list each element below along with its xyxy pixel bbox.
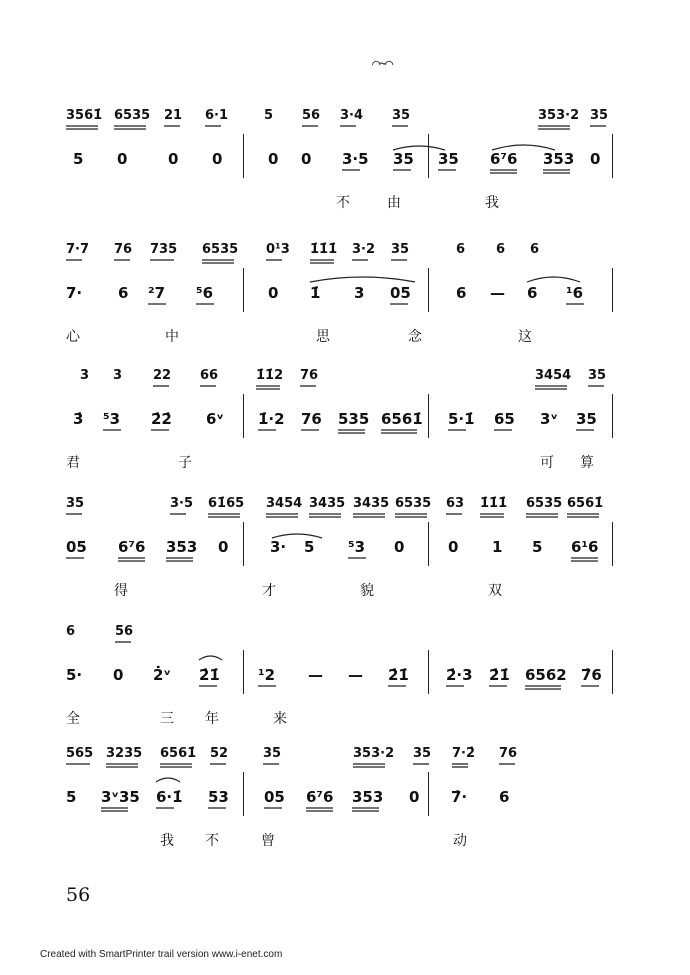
lyric-char: 我 — [485, 195, 499, 211]
lower-note-group: 535 — [338, 410, 370, 428]
lower-note-group: 0 — [590, 150, 601, 168]
lower-note-group: 53 — [208, 788, 229, 806]
lyric-char: 这 — [518, 329, 532, 345]
lower-note-group: 35 — [393, 150, 414, 168]
lyric-char: 由 — [387, 195, 401, 211]
upper-note-group: 353·2 — [538, 108, 580, 123]
upper-note-group: 56 — [115, 624, 134, 639]
upper-note-group: 35 — [413, 746, 432, 761]
lower-note-group: 6⁷6 — [118, 538, 146, 556]
lower-note-group: 353 — [352, 788, 384, 806]
lower-note-group: 05 — [390, 284, 411, 302]
lower-note-group: 3ᵛ — [540, 410, 558, 428]
lyric-char: 可 — [540, 455, 554, 471]
lyric-char: 三 — [160, 711, 174, 727]
slur-mark — [393, 146, 445, 150]
lower-note-group: 5 — [66, 788, 77, 806]
lower-note-group: 3ᵛ35 — [101, 788, 140, 806]
upper-note-group: 35 — [588, 368, 607, 383]
lower-note-group: 35 — [438, 150, 459, 168]
lower-note-group: 65 — [494, 410, 515, 428]
lower-note-group: 05 — [264, 788, 285, 806]
lower-note-group: 6¹6 — [571, 538, 599, 556]
lower-note-group: ²7 — [148, 284, 166, 302]
lyric-char: 念 — [408, 329, 422, 345]
lower-note-group: 353 — [543, 150, 575, 168]
lower-note-group: 353 — [166, 538, 198, 556]
lower-note-group: 0 — [117, 150, 128, 168]
lyric-char: 君 — [66, 455, 80, 471]
lower-note-group: 3̇ — [73, 410, 84, 428]
lower-note-group: 0 — [394, 538, 405, 556]
lower-note-group: 6·1̇ — [156, 788, 183, 806]
upper-note-group: 1̇1̇2 — [256, 368, 284, 383]
upper-note-group: 76 — [114, 242, 133, 257]
lower-note-group: 0 — [212, 150, 223, 168]
lower-note-group: 2̇2̇ — [151, 410, 172, 428]
lyric-char: 不 — [205, 833, 219, 849]
lyric-char: 子 — [178, 455, 192, 471]
upper-note-group: 76 — [499, 746, 518, 761]
lower-note-group: 6562 — [525, 666, 567, 684]
lyric-char: 思 — [316, 329, 330, 345]
upper-note-group: 6561̇ — [160, 746, 197, 761]
lower-note-group: 0 — [268, 284, 279, 302]
lower-note-group: 5 — [73, 150, 84, 168]
lower-note-group: 6 — [118, 284, 129, 302]
lyric-char: 貌 — [360, 583, 374, 599]
lower-note-group: 5·1̇ — [448, 410, 475, 428]
upper-note-group: 353·2 — [353, 746, 395, 761]
upper-note-group: 22 — [153, 368, 172, 383]
lower-note-group: 3· — [270, 538, 287, 556]
upper-note-group: 6 — [530, 242, 540, 257]
upper-note-group: 6·1 — [205, 108, 229, 123]
upper-note-group: 52 — [210, 746, 229, 761]
lower-note-group: 7̇· — [451, 788, 468, 806]
lower-note-group: ¹2 — [258, 666, 276, 684]
lower-note-group: 6561̇ — [381, 410, 423, 428]
slur-mark — [272, 534, 322, 538]
footer-credit: Created with SmartPrinter trail version www.i-enet.com — [40, 949, 283, 960]
lyric-char: 曾 — [261, 833, 275, 849]
upper-note-group: 3235 — [106, 746, 143, 761]
upper-note-group: 5 — [264, 108, 274, 123]
lower-note-group: 5· — [66, 666, 83, 684]
upper-note-group: 3435 — [353, 496, 390, 511]
lower-note-group: 0 — [168, 150, 179, 168]
upper-note-group: 6561̇ — [567, 496, 604, 511]
lower-note-group: 5 — [304, 538, 315, 556]
upper-note-group: 35 — [392, 108, 411, 123]
upper-note-group: 6 — [496, 242, 506, 257]
lower-note-group: 5 — [532, 538, 543, 556]
upper-note-group: 1̇1̇1̇ — [480, 496, 508, 511]
lyric-char: 全 — [66, 711, 80, 727]
lower-note-group: ¹6 — [566, 284, 584, 302]
upper-note-group: 0¹3 — [266, 242, 290, 257]
page-number: 56 — [66, 884, 91, 906]
upper-note-group: 7·7 — [66, 242, 90, 257]
upper-note-group: 7·2̇ — [452, 746, 476, 761]
lower-note-group: 6ᵛ — [206, 410, 224, 428]
lower-note-group: 0 — [268, 150, 279, 168]
upper-note-group: 3435 — [309, 496, 346, 511]
slur-mark — [156, 778, 180, 782]
slur-mark — [527, 277, 580, 282]
lower-note-group: 2̇1̇ — [199, 666, 220, 684]
lyric-char: 双 — [488, 583, 502, 599]
upper-note-group: 6535 — [526, 496, 563, 511]
upper-note-group: 6535 — [202, 242, 239, 257]
upper-note-group: 63 — [446, 496, 465, 511]
upper-note-group: 6 — [456, 242, 466, 257]
lower-note-group: 0 — [301, 150, 312, 168]
lyric-char: 才 — [262, 583, 276, 599]
lower-note-group: 6 — [456, 284, 467, 302]
upper-note-group: 56 — [302, 108, 321, 123]
upper-note-group: 6535 — [114, 108, 151, 123]
lower-note-group: 2̇ᵛ — [153, 666, 171, 684]
lower-note-group: — — [490, 284, 505, 302]
lower-note-group: 6⁷6 — [306, 788, 334, 806]
lyric-char: 算 — [580, 455, 594, 471]
lower-note-group: — — [348, 666, 363, 684]
lower-note-group: 1 — [492, 538, 503, 556]
lower-note-group: 7· — [66, 284, 83, 302]
upper-note-group: 35 — [391, 242, 410, 257]
lower-note-group: ⁵3 — [348, 538, 366, 556]
lower-note-group: 0 — [409, 788, 420, 806]
upper-note-group: 3454 — [266, 496, 303, 511]
upper-note-group: 66 — [200, 368, 219, 383]
upper-note-group: 3561̇ — [66, 108, 103, 123]
lower-note-group: ⁵6 — [196, 284, 214, 302]
upper-note-group: 6535 — [395, 496, 432, 511]
lower-note-group: 2̇·3 — [446, 666, 473, 684]
lyric-char: 我 — [160, 833, 174, 849]
upper-note-group: 3 — [113, 368, 123, 383]
upper-note-group: 21 — [164, 108, 183, 123]
slur-mark — [310, 277, 415, 282]
lower-note-group: 2̇1̇ — [489, 666, 510, 684]
upper-note-group: 565 — [66, 746, 94, 761]
upper-note-group: 76 — [300, 368, 319, 383]
lyric-char: 年 — [205, 711, 219, 727]
upper-note-group: 3·5 — [170, 496, 194, 511]
lower-note-group: 2̇1̇ — [388, 666, 409, 684]
lyric-char: 得 — [114, 583, 128, 599]
lower-note-group: 0 — [218, 538, 229, 556]
header-mark: ⌒~⌒ — [372, 56, 392, 72]
upper-note-group: 35 — [263, 746, 282, 761]
lower-note-group: 35 — [576, 410, 597, 428]
upper-note-group: 3454 — [535, 368, 572, 383]
lyric-char: 心 — [66, 329, 80, 345]
lower-note-group: 1̇·2 — [258, 410, 285, 428]
lower-note-group: 05 — [66, 538, 87, 556]
upper-note-group: 1̇1̇1̇ — [310, 242, 338, 257]
lower-note-group: 6⁷6 — [490, 150, 518, 168]
lower-note-group: 7̇6 — [581, 666, 602, 684]
upper-note-group: 35 — [66, 496, 85, 511]
lower-note-group: — — [308, 666, 323, 684]
lyric-char: 来 — [273, 711, 287, 727]
lower-note-group: 3·5 — [342, 150, 369, 168]
lower-note-group: 0 — [113, 666, 124, 684]
upper-note-group: 3·2 — [352, 242, 376, 257]
lower-note-group: 6 — [499, 788, 510, 806]
lower-note-group: 76 — [301, 410, 322, 428]
lower-note-group: 6 — [527, 284, 538, 302]
lower-note-group: 1̇ — [310, 284, 321, 302]
upper-note-group: 735 — [150, 242, 178, 257]
lyric-char: 不 — [336, 195, 350, 211]
lower-note-group: 3 — [354, 284, 365, 302]
upper-note-group: 3·4 — [340, 108, 364, 123]
lyric-char: 中 — [165, 329, 179, 345]
slur-mark — [492, 145, 555, 150]
upper-note-group: 35 — [590, 108, 609, 123]
slur-mark — [199, 656, 222, 660]
upper-note-group: 3 — [80, 368, 90, 383]
lyric-char: 动 — [453, 833, 467, 849]
upper-note-group: 6 — [66, 624, 76, 639]
lower-note-group: ⁵3 — [103, 410, 121, 428]
lower-note-group: 0 — [448, 538, 459, 556]
upper-note-group: 61̇65 — [208, 496, 245, 511]
